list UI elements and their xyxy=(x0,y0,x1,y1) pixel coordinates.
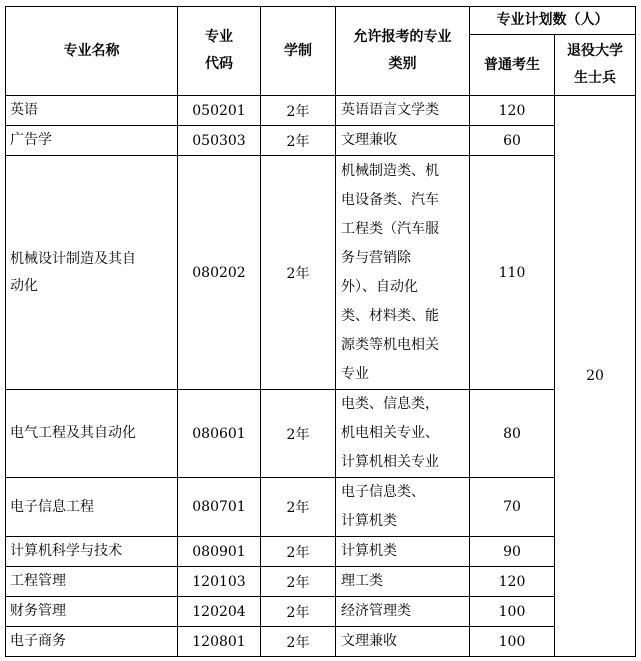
regular-count: 100 xyxy=(470,597,555,627)
major-years: 2年 xyxy=(261,96,336,126)
header-regular-students: 普通考生 xyxy=(470,35,555,96)
allowed-categories: 理工类 xyxy=(336,567,470,597)
major-name: 广告学 xyxy=(6,126,178,156)
major-name: 英语 xyxy=(6,96,178,126)
regular-count: 120 xyxy=(470,567,555,597)
table-row xyxy=(6,126,636,156)
major-years: 2年 xyxy=(261,156,336,390)
allowed-categories: 计算机类 xyxy=(336,537,470,567)
regular-count: 110 xyxy=(470,156,555,390)
table-row xyxy=(6,478,636,537)
regular-count: 60 xyxy=(470,126,555,156)
allowed-categories: 电子信息类、 计算机类 xyxy=(336,478,470,537)
header-plan-count: 专业计划数（人） xyxy=(470,7,636,35)
regular-count: 120 xyxy=(470,96,555,126)
allowed-categories: 英语语言文学类 xyxy=(336,96,470,126)
table-row xyxy=(6,597,636,627)
enrollment-plan-table xyxy=(5,6,636,657)
table-row xyxy=(6,390,636,478)
major-code: 080202 xyxy=(178,156,261,390)
regular-count: 90 xyxy=(470,537,555,567)
table-row xyxy=(6,96,636,126)
header-major-code: 专业 代码 xyxy=(178,7,261,96)
major-code: 120103 xyxy=(178,567,261,597)
major-name: 工程管理 xyxy=(6,567,178,597)
table-row xyxy=(6,156,636,390)
major-code: 050303 xyxy=(178,126,261,156)
header-years: 学制 xyxy=(261,7,336,96)
table-row xyxy=(6,567,636,597)
major-code: 080601 xyxy=(178,390,261,478)
table-row xyxy=(6,537,636,567)
major-years: 2年 xyxy=(261,126,336,156)
major-years: 2年 xyxy=(261,478,336,537)
major-years: 2年 xyxy=(261,537,336,567)
major-name: 电气工程及其自动化 xyxy=(6,390,178,478)
allowed-categories: 电类、信息类， 机电相关专业、 计算机相关专业 xyxy=(336,390,470,478)
allowed-categories: 文理兼收 xyxy=(336,627,470,657)
allowed-categories: 文理兼收 xyxy=(336,126,470,156)
regular-count: 100 xyxy=(470,627,555,657)
major-code: 050201 xyxy=(178,96,261,126)
table-row xyxy=(6,627,636,657)
major-code: 120204 xyxy=(178,597,261,627)
allowed-categories: 经济管理类 xyxy=(336,597,470,627)
header-veteran-students: 退役大学 生士兵 xyxy=(555,35,636,96)
major-years: 2年 xyxy=(261,567,336,597)
major-years: 2年 xyxy=(261,597,336,627)
major-code: 120801 xyxy=(178,627,261,657)
veteran-count: 20 xyxy=(555,96,636,657)
major-name: 电子商务 xyxy=(6,627,178,657)
major-years: 2年 xyxy=(261,627,336,657)
major-code: 080701 xyxy=(178,478,261,537)
major-name: 机械设计制造及其自 动化 xyxy=(6,156,178,390)
regular-count: 70 xyxy=(470,478,555,537)
header-allowed-categories: 允许报考的专业 类别 xyxy=(336,7,470,96)
major-name: 电子信息工程 xyxy=(6,478,178,537)
header-major-name: 专业名称 xyxy=(6,7,178,96)
regular-count: 80 xyxy=(470,390,555,478)
allowed-categories: 机械制造类、机 电设备类、汽车 工程类（汽车服 务与营销除 外）、自动化 类、材料类、能 源类等机电相关 专业 xyxy=(336,156,470,390)
major-name: 财务管理 xyxy=(6,597,178,627)
major-years: 2年 xyxy=(261,390,336,478)
major-name: 计算机科学与技术 xyxy=(6,537,178,567)
major-code: 080901 xyxy=(178,537,261,567)
